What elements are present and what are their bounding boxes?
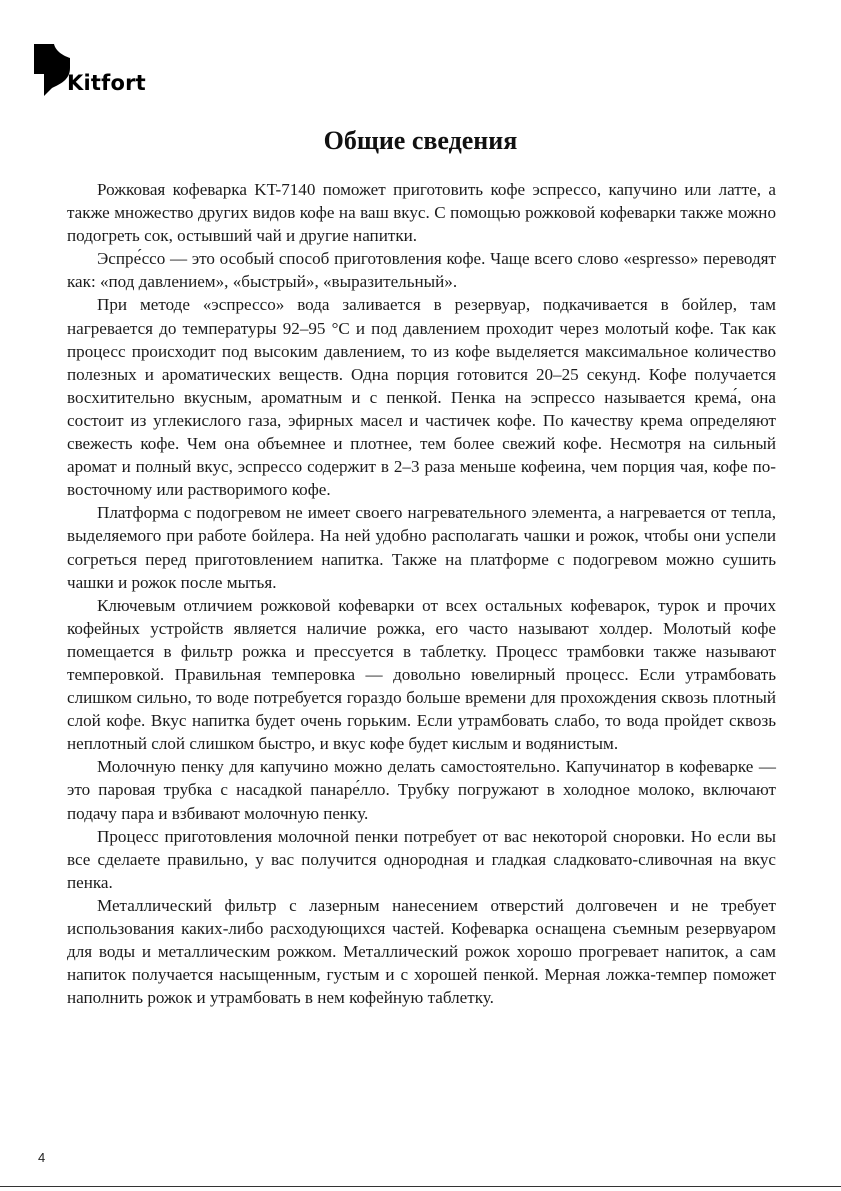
paragraph: Рожковая кофеварка KT-7140 поможет приготовить кофе эспрессо, капучино или латте, а также множество других видов кофе на ваш вкус. С помощью рожковой кофеварки также можно подогреть сок, остывший чай и другие напитки.: [67, 180, 776, 246]
bottom-divider: [0, 1186, 841, 1187]
paragraph: При методе «эспрессо» вода заливается в резервуар, подкачивается в бойлер, там нагревается до температуры 92–95 °С и под давлением проходит через молотый кофе. Так как процесс происходит под высоким давлением, то из кофе выделяется максимальное количество полезных и ароматических веществ. Одна порция готовится 20–25 секунд. Кофе получается восхитительно вкусным, ароматным и с пенкой. Пенка на эспрессо называется крема́, она состоит из углекислого газа, эфирных масел и частичек кофе. По качеству крема определяют свежесть кофе. Чем она объемнее и плотнее, тем более свежий кофе. Несмотря на сильный аромат и полный вкус, эспрессо содержит в 2–3 раза меньше кофеина, чем порция чая, кофе по-восточному или растворимого кофе.: [67, 295, 776, 500]
brand-logo: [34, 44, 174, 100]
brand-name: Kitfort: [67, 71, 146, 95]
paragraph: Платформа с подогревом не имеет своего нагревательного элемента, а нагревается от тепла, выделяемого при работе бойлера. На ней удобно располагать чашки и рожок, чтобы они успели согреться перед приготовлением напитка. Также на платформе с подогревом можно сушить чашки и рожок после мытья.: [67, 503, 776, 592]
paragraph: Металлический фильтр с лазерным нанесением отверстий долговечен и не требует использования каких-либо расходующихся частей. Кофеварка оснащена съемным резервуаром для воды и металлическим рожком. Металлический рожок хорошо прогревает напиток, а сам напиток получается насыщенным, густым и с хорошей пенкой. Мерная ложка-темпер поможет наполнить рожок и утрамбовать в нем кофейную таблетку.: [67, 895, 776, 1008]
page-number: 4: [38, 1150, 46, 1165]
paragraph: Ключевым отличием рожковой кофеварки от всех остальных кофеварок, турок и прочих кофейных устройств является наличие рожка, его часто называют холдер. Молотый кофе помещается в фильтр рожка и прессуется в таблетку. Процесс трамбовки также называют темперовкой. Правильная темперовка — довольно ювелирный процесс. Если утрамбовать слишком сильно, то воде потребуется гораздо больше времени для прохождения сквозь плотный слой кофе. Вкус напитка будет очень горьким. Если утрамбовать слабо, то вода пройдет сквозь неплотный слой слишком быстро, и вкус кофе будет кислым и водянистым.: [67, 595, 776, 754]
paragraph: Молочную пенку для капучино можно делать самостоятельно. Капучинатор в кофеварке — это паровая трубка с насадкой панаре́лло. Трубку погружают в холодное молоко, включают подачу пара и взбивают молочную пенку.: [67, 757, 776, 823]
paragraph: Процесс приготовления молочной пенки потребует от вас некоторой сноровки. Но если вы все сделаете правильно, у вас получится однородная и гладкая сладковато-сливочная на вкус пенка.: [67, 826, 776, 892]
page-title: Общие сведения: [323, 126, 518, 155]
paragraph: Эспре́ссо — это особый способ приготовления кофе. Чаще всего слово «espresso» переводят как: «под давлением», «быстрый», «выразительный».: [67, 249, 776, 292]
kitfort-logo-icon: [34, 44, 70, 96]
document-body: [67, 178, 776, 1009]
